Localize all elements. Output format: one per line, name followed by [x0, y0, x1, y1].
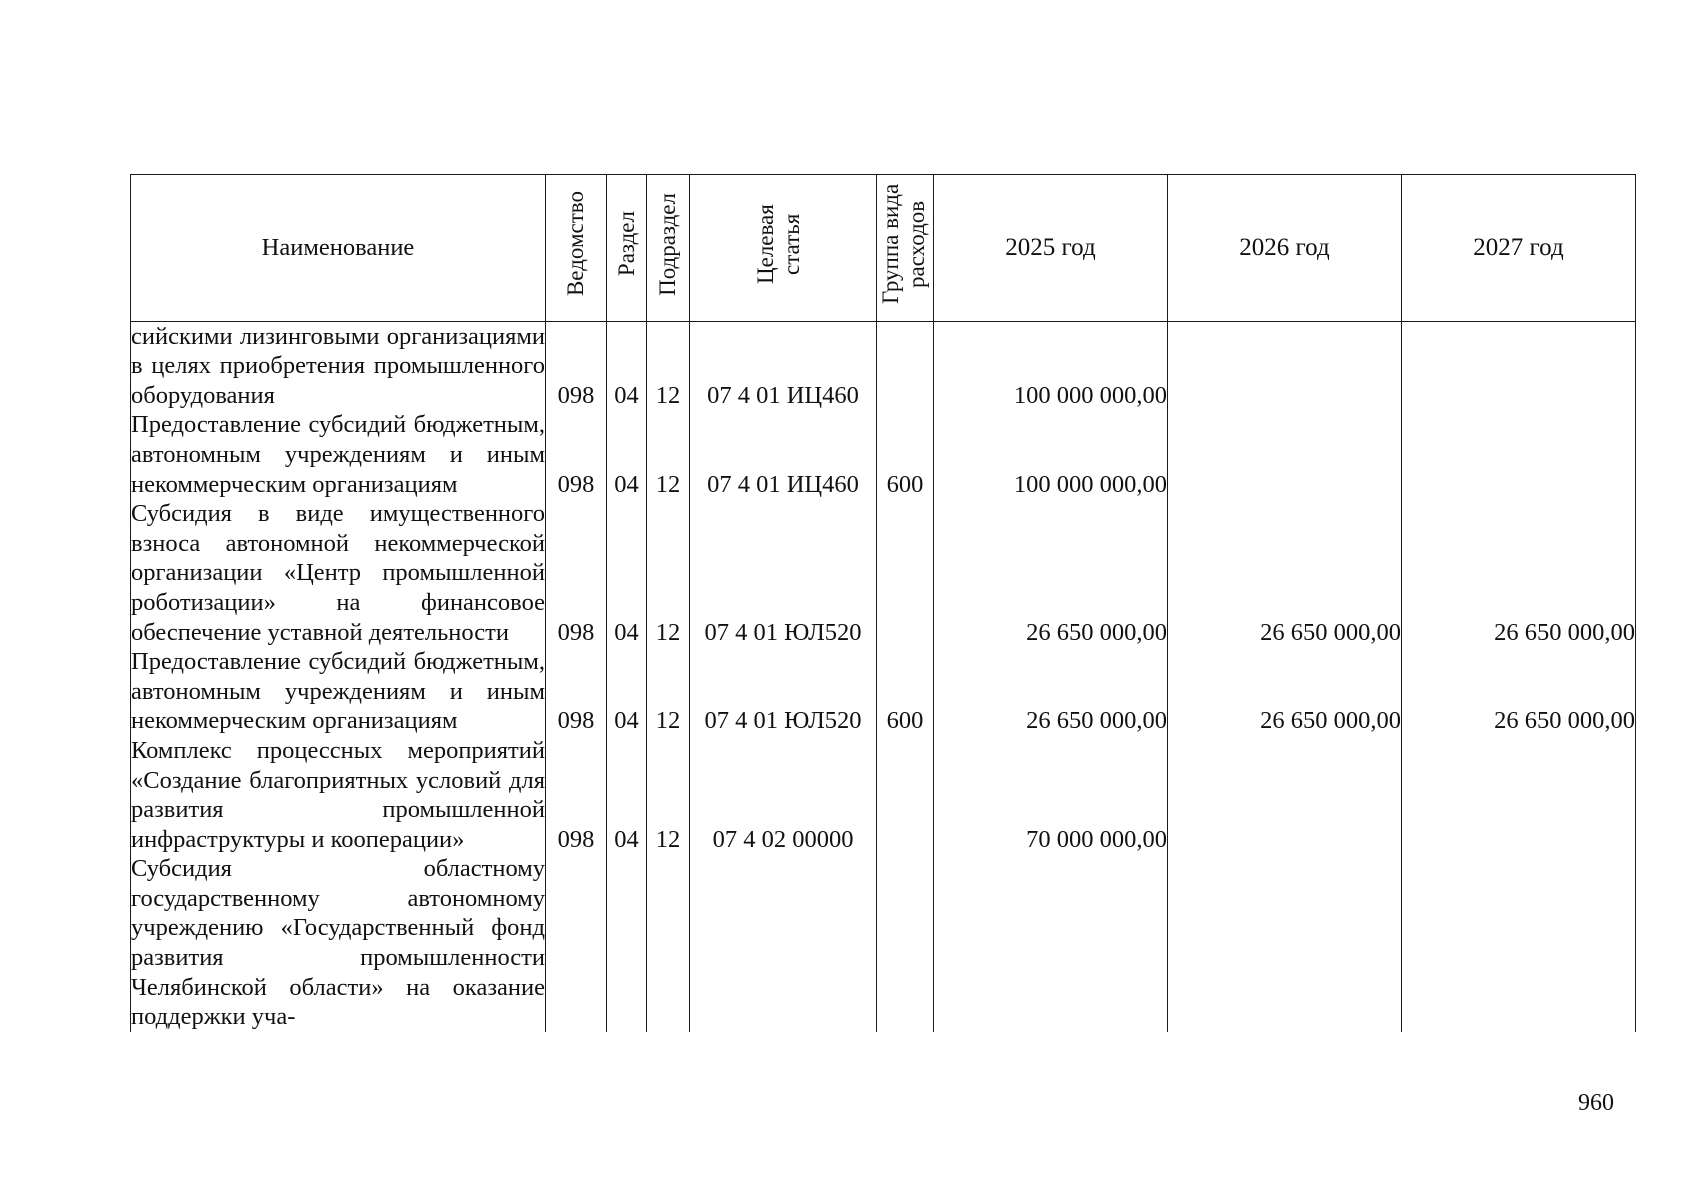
row-name: Субсидия в виде имущественного взноса автономной некоммерческой организации «Центр промышленной роботизации» на финансовое обеспечение уставной деятельности [131, 500, 545, 646]
row-amount-2026: 26 650 000,00 [1168, 499, 1402, 647]
row-department: 098 [546, 647, 607, 736]
table-row [131, 499, 1636, 647]
row-amount-2026: 26 650 000,00 [1168, 647, 1402, 736]
row-name: сийскими лизинговыми организациями в целях приобретения промышленного оборудования [131, 322, 545, 409]
row-subsection: 12 [647, 410, 690, 499]
row-amount-2026 [1168, 410, 1402, 499]
row-subsection: 12 [647, 499, 690, 647]
row-expense-group: 600 [877, 647, 934, 736]
row-amount-2027 [1402, 410, 1636, 499]
row-section: 04 [607, 736, 647, 854]
row-target-article: 07 4 01 ЮЛ520 [690, 647, 877, 736]
table-row [131, 321, 1636, 410]
row-name: Субсидия областному государственному автономному учреждению «Государственный фонд развития промышленности Челябинской области» на оказание поддержки уча- [131, 855, 545, 1031]
row-name: Предоставление субсидий бюджетным, автономным учреждениям и иным некоммерческим организациям [131, 648, 545, 735]
header-year-2027: 2027 год [1402, 175, 1636, 322]
row-subsection: 12 [647, 647, 690, 736]
row-department: 098 [546, 321, 607, 410]
page-number: 960 [1578, 1090, 1614, 1116]
row-name: Комплекс процессных мероприятий «Создание благоприятных условий для развития промышленной инфраструктуры и кооперации» [131, 736, 545, 853]
row-section: 04 [607, 647, 647, 736]
row-section: 04 [607, 321, 647, 410]
header-name: Наименование [131, 175, 546, 322]
row-expense-group [877, 499, 934, 647]
row-department: 098 [546, 736, 607, 854]
header-expense-group: Группа вида расходов [877, 175, 934, 322]
row-target-article: 07 4 01 ИЦ460 [690, 410, 877, 499]
header-year-2026: 2026 год [1168, 175, 1402, 322]
row-section: 04 [607, 499, 647, 647]
row-amount-2027: 26 650 000,00 [1402, 499, 1636, 647]
row-amount-2027: 26 650 000,00 [1402, 647, 1636, 736]
row-amount-2025 [934, 854, 1168, 1032]
row-department: 098 [546, 410, 607, 499]
row-expense-group: 600 [877, 410, 934, 499]
header-department: Ведомство [546, 175, 607, 322]
row-amount-2027 [1402, 321, 1636, 410]
row-expense-group [877, 736, 934, 854]
row-amount-2026 [1168, 854, 1402, 1032]
row-section: 04 [607, 410, 647, 499]
row-amount-2027 [1402, 854, 1636, 1032]
row-amount-2026 [1168, 321, 1402, 410]
table-row [131, 410, 1636, 499]
row-expense-group [877, 854, 934, 1032]
budget-table [130, 174, 1636, 1032]
row-subsection: 12 [647, 736, 690, 854]
row-subsection: 12 [647, 321, 690, 410]
row-amount-2027 [1402, 736, 1636, 854]
row-amount-2025: 26 650 000,00 [934, 647, 1168, 736]
table-row [131, 736, 1636, 854]
header-section: Раздел [607, 175, 647, 322]
row-target-article: 07 4 02 00000 [690, 736, 877, 854]
header-subsection: Подраздел [647, 175, 690, 322]
row-amount-2026 [1168, 736, 1402, 854]
row-section [607, 854, 647, 1032]
row-target-article [690, 854, 877, 1032]
row-amount-2025: 70 000 000,00 [934, 736, 1168, 854]
table-header-row [131, 175, 1636, 322]
row-amount-2025: 100 000 000,00 [934, 410, 1168, 499]
table-row [131, 647, 1636, 736]
row-target-article: 07 4 01 ЮЛ520 [690, 499, 877, 647]
row-subsection [647, 854, 690, 1032]
header-target-article: Целевая статья [690, 175, 877, 322]
row-amount-2025: 100 000 000,00 [934, 321, 1168, 410]
header-year-2025: 2025 год [934, 175, 1168, 322]
row-name: Предоставление субсидий бюджетным, автономным учреждениям и иным некоммерческим организациям [131, 411, 545, 498]
table-row [131, 854, 1636, 1032]
row-department: 098 [546, 499, 607, 647]
row-department [546, 854, 607, 1032]
row-amount-2025: 26 650 000,00 [934, 499, 1168, 647]
row-target-article: 07 4 01 ИЦ460 [690, 321, 877, 410]
row-expense-group [877, 321, 934, 410]
